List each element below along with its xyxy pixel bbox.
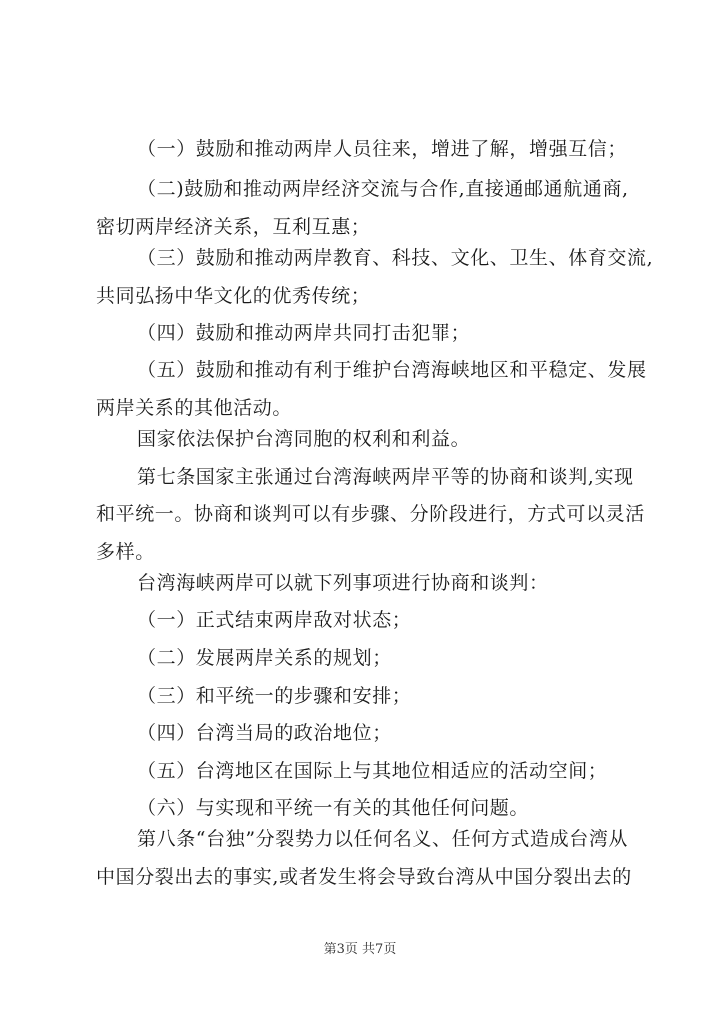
text-line-12: 多样。 bbox=[96, 541, 155, 563]
text-line-8: 两岸关系的其他活动。 bbox=[96, 397, 293, 419]
text-line-7: （五）鼓励和推动有利于维护台湾海峡地区和平稳定、发展 bbox=[137, 359, 647, 381]
text-line-14: （一）正式结束两岸敌对状态； bbox=[137, 609, 412, 631]
text-line-15: （二）发展两岸关系的规划； bbox=[137, 647, 392, 669]
text-line-4: （三）鼓励和推动两岸教育、科技、文化、卫生、体育交流, bbox=[137, 247, 654, 269]
text-line-10: 第七条国家主张通过台湾海峡两岸平等的协商和谈判,实现 bbox=[137, 466, 634, 488]
text-line-11: 和平统一。协商和谈判可以有步骤、分阶段进行，方式可以灵活 bbox=[96, 503, 645, 525]
text-line-2: （二)鼓励和推动两岸经济交流与合作,直接通邮通航通商, bbox=[137, 178, 629, 200]
text-line-18: （五）台湾地区在国际上与其地位相适应的活动空间； bbox=[137, 760, 608, 782]
text-line-6: （四）鼓励和推动两岸共同打击犯罪； bbox=[137, 322, 471, 344]
text-line-9: 国家依法保护台湾同胞的权利和利益。 bbox=[137, 428, 471, 450]
text-line-17: （四）台湾当局的政治地位； bbox=[137, 722, 392, 744]
text-line-3: 密切两岸经济关系，互利互惠； bbox=[96, 216, 371, 238]
text-line-16: （三）和平统一的步骤和安排； bbox=[137, 685, 412, 707]
text-line-19: （六）与实现和平统一有关的其他任何问题。 bbox=[137, 797, 530, 819]
text-line-13: 台湾海峡两岸可以就下列事项进行协商和谈判： bbox=[137, 572, 549, 594]
text-line-20: 第八条“台独”分裂势力以任何名义、任何方式造成台湾从 bbox=[137, 828, 629, 850]
page-number-footer: 第3页 共7页 bbox=[323, 942, 397, 957]
text-line-5: 共同弘扬中华文化的优秀传统； bbox=[96, 285, 371, 307]
text-line-21: 中国分裂出去的事实,或者发生将会导致台湾从中国分裂出去的 bbox=[96, 866, 632, 888]
text-line-1: （一）鼓励和推动两岸人员往来，增进了解，增强互信； bbox=[137, 138, 628, 160]
